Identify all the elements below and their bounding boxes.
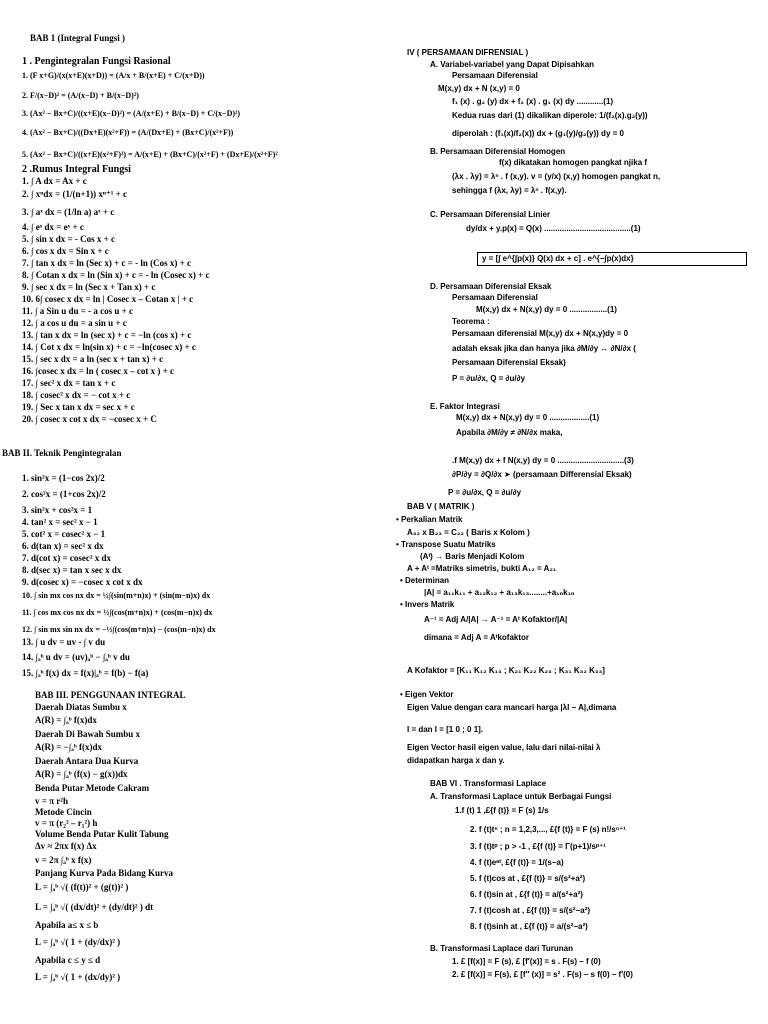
right-line: diperolah : (f₁(x)/f₂(x)) dx + (g₁(y)/g₂(y)) dy = 0 <box>452 129 624 138</box>
right-line: .f M(x,y) dx + f N(x,y) dy = 0 ..............................(3) <box>452 456 634 465</box>
left-line: Panjang Kurva Pada Bidang Kurva <box>35 868 174 878</box>
right-line: 2. f (t)tⁿ ; n = 1,2,3,..., £{f (t)} = F (s) n!/sⁿ⁺¹ <box>470 825 626 834</box>
right-line: M(x,y) dx + N(x,y) dy = 0 ..................(1) <box>456 413 600 422</box>
right-line: • Perkalian Matrik <box>396 515 463 524</box>
right-line: A₃₂ x B₂₃ = C₂₂ ( Baris x Kolom ) <box>407 528 530 537</box>
left-line: 2 .Rumus Integral Fungsi <box>22 164 131 175</box>
right-line: B. Persamaan Diferensial Homogen <box>430 147 566 156</box>
right-line: P = ∂u/∂x, Q = ∂u/∂y <box>452 374 526 383</box>
right-line: 5. f (t)cos at , £{f (t)} = s/(s²+a²) <box>470 874 586 883</box>
right-line: dimana = Adj A = Aᵗkofaktor <box>424 633 530 642</box>
left-line: Daerah Di Bawah Sumbu x <box>35 729 141 739</box>
right-line: M(x,y) dx + N(x,y) dy = 0 .................(1) <box>476 305 617 314</box>
right-line: Kedua ruas dari (1) dikalikan diperole: 1/(f₂(x).g₂(y)) <box>452 111 648 120</box>
left-line: 4. (Ax² − Bx+C)/((Dx+E)(x²+F)) = (A/(Dx+E) + (Bx+C)/(x²+F)) <box>22 128 234 137</box>
right-line: 6. f (t)sin at , £{f (t)} = a/(s²+a²) <box>470 890 583 899</box>
left-line: 12. ∫ a cos u du = a sin u + c <box>22 318 127 328</box>
left-line: Metode Cincin <box>35 807 92 817</box>
left-line: 11. ∫ a Sin u du = - a cos u + c <box>22 306 133 316</box>
right-line: B. Transformasi Laplace dari Turunan <box>430 944 573 953</box>
left-line: v = π r²h <box>35 796 69 806</box>
right-column <box>396 0 768 1024</box>
right-line: • Eigen Vektor <box>400 690 454 699</box>
left-line: 5. cot² x = cosec² x − 1 <box>22 529 106 539</box>
right-line: Persamaan diferensial M(x,y) dx + N(x,y)dy = 0 <box>452 329 629 338</box>
right-line: ∂P/∂y = ∂Q/∂x ➤ (persamaan Differensial Eksak) <box>452 470 632 479</box>
right-line: 2. £ [f(x)] = F(s), £ [f″ (x)] = s² . F(s) – s f(0) – f′(0) <box>452 970 633 979</box>
left-line: 1 . Pengintegralan Fungsi Rasional <box>22 56 171 67</box>
left-line: 20. ∫ cosec x cot x dx = −cosec x + C <box>22 414 157 424</box>
right-line: A Kofaktor = [K₁₁ K₁₂ K₁₃ ; K₂₁ K₂₂ K₂₃ ; K₃₁ K₃₂ K₃₃] <box>407 666 605 675</box>
right-line: A. Transformasi Laplace untuk Berbagai Fungsi <box>430 792 612 801</box>
left-line: 14. ∫ₐᵇ u dv = (uv)ₐᵇ − ∫ₐᵇ v du <box>22 652 130 662</box>
left-line: 3. ∫ aˣ dx = (1/ln a) aˣ + c <box>22 207 115 217</box>
right-line: Eigen Vector hasil eigen value, lalu dari nilai-nilai λ <box>407 743 601 752</box>
right-line: I = dan I = [1 0 ; 0 1]. <box>407 725 484 734</box>
left-line: v = 2π ∫ₐᵇ x f(x) <box>35 855 92 865</box>
right-line: • Invers Matrik <box>400 600 455 609</box>
left-line: A(R) = ∫ₐᵇ f(x)dx <box>35 715 97 725</box>
right-line: 1. £ [f(x)] = F (s), £ [f′(x)] = s . F(s) – f (0) <box>452 957 601 966</box>
left-line: 9. d(cosec x) = −cosec x cot x dx <box>22 577 143 587</box>
left-line: L = ∫ₐᵇ √( 1 + (dx/dy)² ) <box>35 972 121 982</box>
left-line: A(R) = −∫ₐᵇ f(x)dx <box>35 742 103 752</box>
right-line: Persamaan Diferensial <box>452 293 538 302</box>
left-line: Δv ≈ 2πx f(x) Δx <box>35 841 97 851</box>
left-line: A(R) = ∫ₐᵇ (f(x) − g(x))dx <box>35 769 128 779</box>
right-line: f₁ (x) . g₂ (y) dx + f₂ (x) . g₁ (x) dy ............(1) <box>452 97 614 106</box>
left-line: Volume Benda Putar Kulit Tabung <box>35 829 169 839</box>
left-line: 8. ∫ Cotan x dx = ln (Sin x) + c = - ln (Cosec x) + c <box>22 270 210 280</box>
left-line: 8. d(sec x) = tan x sec x dx <box>22 565 122 575</box>
right-line: sehingga f (λx, λy) = λⁿ . f(x,y). <box>452 186 567 195</box>
left-line: L = ∫ₐᵇ √( 1 + (dy/dx)² ) <box>35 937 121 947</box>
right-line: BAB VI . Transformasi Laplace <box>430 779 547 788</box>
left-line: 15. ∫ sec x dx = a ln (sec x + tan x) + c <box>22 354 164 364</box>
left-line: 5. (Ax² − Bx+C)/((x+E)(x²+F)²) = A/(x+E) + (Bx+C)/(x²+F) + (Dx+E)/(x²+F)² <box>22 150 278 159</box>
right-line: |A| = a₁₁k₁₁ + a₁₂k₁₂ + a₁₃k₁₃........+a₁ₙk₁ₙ <box>424 588 575 597</box>
right-line: Persamaan Diferensial Eksak) <box>452 358 566 367</box>
right-line: • Transpose Suatu Matriks <box>396 540 496 549</box>
left-line: Daerah Antara Dua Kurva <box>35 756 139 766</box>
left-line: BAB III. PENGGUNAAN INTEGRAL <box>35 690 186 700</box>
left-line: 5. ∫ sin x dx = - Cos x + c <box>22 234 115 244</box>
right-line: D. Persamaan Diferensial Eksak <box>430 282 552 291</box>
right-line: Apabila ∂M/∂y ≠ ∂N/∂x maka, <box>456 428 563 437</box>
right-line: E. Faktor Integrasi <box>430 402 500 411</box>
right-line: A + Aᵗ =Matriks simetris, bukti A₁₂ = A₂₁ <box>407 564 557 573</box>
left-line: BAB 1 (Integral Fungsi ) <box>30 33 126 43</box>
left-line: 17. ∫ sec² x dx = tan x + c <box>22 378 116 388</box>
left-line: 6. d(tan x) = sec² x dx <box>22 541 104 551</box>
right-line: (Aᵗ) → Baris Menjadi Kolom <box>420 552 525 561</box>
right-line: 7. f (t)cosh at , £{f (t)} = s/(s²−a²) <box>470 906 591 915</box>
left-line: 6. ∫ cos x dx = Sin x + c <box>22 246 109 256</box>
right-line: didapatkan harga x dan y. <box>407 756 505 765</box>
left-line: 10. ∫ sin mx cos nx dx = ½∫(sin(m+n)x) + (sin(m−n)x) dx <box>22 591 211 600</box>
left-line: 4. tan² x = sec² x − 1 <box>22 517 98 527</box>
left-line: 11. ∫ cos mx cos nx dx = ½∫(cos(m+n)x) + (cos(m−n)x) dx <box>22 608 213 617</box>
right-line: IV ( PERSAMAAN DIFRENSIAL ) <box>407 48 529 57</box>
right-line: A⁻¹ = Adj A/|A| → A⁻¹ = Aᵗ Kofaktor/|A| <box>424 615 568 624</box>
right-line: (λx . λy) = λⁿ . f (x,y). v = (y/x) (x,y) homogen pangkat n, <box>452 172 661 181</box>
left-line: Apabila a≤ x ≤ b <box>35 920 99 930</box>
right-line: • Determinan <box>400 576 450 585</box>
right-line: BAB V ( MATRIK ) <box>407 502 475 511</box>
right-line: Teorema : <box>452 317 490 326</box>
left-line: 13. ∫ u dv = uv - ∫ v du <box>22 637 106 647</box>
left-line: 2. F/(x−D)² = (A/(x−D) + B/(x−D)²) <box>22 91 139 100</box>
left-line: 7. ∫ tan x dx = ln (Sec x) + c = - ln (Cos x) + c <box>22 258 191 268</box>
right-line: M(x,y) dx + N (x,y) = 0 <box>438 84 520 93</box>
left-line: 13. ∫ tan x dx = ln (sec x) + c = −ln (cos x) + c <box>22 330 192 340</box>
left-line: 15. ∫ₐᵇ f(x) dx = f(x)|ₐᵇ = f(b) − f(a) <box>22 668 149 678</box>
right-line: y = [∫ e^{∫p(x)} Q(x) dx + c] . e^{−∫p(x)dx} <box>477 252 747 266</box>
left-line: 18. ∫ cosec² x dx = − cot x + c <box>22 390 131 400</box>
left-line: 1. ∫ A dx = Ax + c <box>22 176 87 186</box>
left-line: Apabila c ≤ y ≤ d <box>35 955 101 965</box>
right-line: 8. f (t)sinh at , £{f (t)} = a/(s²−a²) <box>470 922 588 931</box>
left-line: 9. ∫ sec x dx = ln (Sec x + Tan x) + c <box>22 282 156 292</box>
left-line: 3. (Ax² − Bx+C)/((x+E)(x−D)²) = (A/(x+E) + B/(x−D) + C/(x−D)²) <box>22 109 241 118</box>
right-line: 3. f (t)tᵖ ; p > -1 , £{f (t)} = Γ(p+1)/sᵖ⁺¹ <box>470 842 606 851</box>
right-line: f(x) dikatakan homogen pangkat njika f <box>499 158 648 167</box>
right-line: 1.f (t) 1 ,£{f (t)} = F (s) 1/s <box>455 806 549 815</box>
right-line: P = ∂u/∂x, Q = ∂u/∂y <box>448 488 522 497</box>
left-line: 3. sin²x + cos²x = 1 <box>22 505 93 515</box>
left-line: 2. cos²x = (1+cos 2x)/2 <box>22 489 106 499</box>
right-line: Eigen Value dengan cara mancari harga |λI − A|,dimana <box>407 703 617 712</box>
right-line: 4. f (t)eᵃᵗ, £{f (t)} = 1/(s−a) <box>470 858 564 867</box>
left-line: Benda Putar Metode Cakram <box>35 783 150 793</box>
left-line: BAB II. Teknik Pengintegralan <box>2 448 122 458</box>
right-line: A. Variabel-variabel yang Dapat Dipisahkan <box>430 60 595 69</box>
left-line: 7. d(cot x) = cosec² x dx <box>22 553 112 563</box>
left-line: L = ∫ₐᵇ √( (f(t))² + (g(t))² ) <box>35 882 129 892</box>
right-line: adalah eksak jika dan hanya jika ∂M/∂y ↔ ∂N/∂x ( <box>452 344 636 353</box>
left-line: 16. ∫cosec x dx = ln ( cosec x – cot x ) + c <box>22 366 174 376</box>
left-line: Daerah Diatas Sumbu x <box>35 702 127 712</box>
left-line: 1. sin²x = (1−cos 2x)/2 <box>22 473 105 483</box>
left-line: 1. (F x+G)/(x(x+E)(x+D)) = (A/x + B/(x+E) + C/(x+D)) <box>22 71 205 80</box>
left-line: 2. ∫ xⁿdx = (1/(n+1)) xⁿ⁺¹ + c <box>22 189 128 199</box>
left-line: 14. ∫ Cot x dx = ln(sin x) + c = −ln(cosec x) + c <box>22 342 196 352</box>
right-line: dy/dx + y.p(x) = Q(x) .......................................(1) <box>466 224 641 233</box>
right-line: Persamaan Diferensial <box>452 71 538 80</box>
left-line: 10. 6∫ cosec x dx = ln | Cosec x – Cotan x | + c <box>22 294 194 304</box>
left-line: L = ∫ₐᵇ √( (dx/dt)² + (dy/dt)² ) dt <box>35 902 154 912</box>
left-line: 19. ∫ Sec x tan x dx = sec x + c <box>22 402 135 412</box>
right-line: C. Persamaan Diferensial Linier <box>430 210 551 219</box>
left-line: v = π (r₂² – r₁²) h <box>35 818 98 828</box>
left-line: 12. ∫ sin mx sin nx dx = −½∫(cos(m+n)x) − (cos(m−n)x) dx <box>22 625 216 634</box>
left-line: 4. ∫ eˣ dx = eˣ + c <box>22 222 84 232</box>
